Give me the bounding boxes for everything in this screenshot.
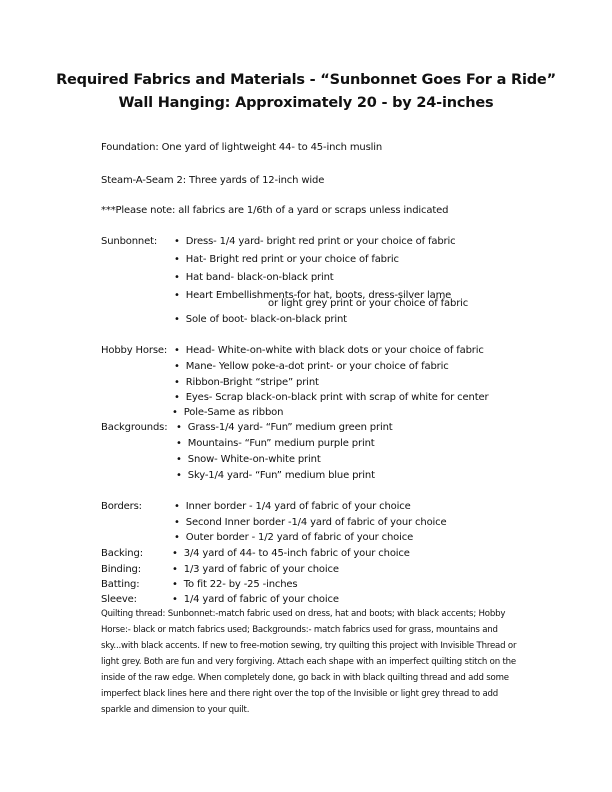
hobby-horse-item: • Ribbon-Bright “stripe” print bbox=[174, 377, 319, 388]
backgrounds-item: • Snow- White-on-white print bbox=[176, 454, 321, 465]
foundation-line: Foundation: One yard of lightweight 44- to 45-inch muslin bbox=[101, 142, 383, 153]
borders-item: • Second Inner border -1/4 yard of fabric of your choice bbox=[174, 517, 447, 528]
hobby-horse-label: Hobby Horse: bbox=[101, 345, 168, 356]
hobby-horse-item: • Eyes- Scrap black-on-black print with scrap of white for center bbox=[174, 392, 488, 403]
backgrounds-label: Backgrounds: bbox=[101, 422, 168, 433]
sunbonnet-label: Sunbonnet: bbox=[101, 236, 158, 247]
backing-item: • 3/4 yard of 44- to 45-inch fabric of your choice bbox=[172, 548, 410, 559]
backgrounds-item: • Sky-1/4 yard- “Fun” medium blue print bbox=[176, 470, 375, 481]
sunbonnet-item: • Dress- 1/4 yard- bright red print or your choice of fabric bbox=[174, 236, 456, 247]
batting-item: • To fit 22- by -25 -inches bbox=[172, 579, 298, 590]
backgrounds-item: • Grass-1/4 yard- “Fun” medium green print bbox=[176, 422, 393, 433]
binding-label: Binding: bbox=[101, 564, 141, 575]
binding-item: • 1/3 yard of fabric of your choice bbox=[172, 564, 339, 575]
sunbonnet-item: • Hat- Bright red print or your choice of fabric bbox=[174, 254, 399, 265]
quilting-thread-paragraph: Quilting thread: Sunbonnet:-match fabric used on dress, hat and boots; with black accents; Hobby Horse:- black or match fabrics used; Backgrounds:- match fabrics used for grass, mountains and sky...with black accents. If new to free-motion sewing, try quilting this project with Invisible Thread or light grey. Both are fun and very forgiving. Attach each shape with an imperfect quilting stitch on the inside of the raw edge. When completely done, go back in with black quilting thread and add some imperfect black lines here and there right over the top of the Invisible or light grey thread to add sparkle and dimension to your quilt. bbox=[101, 609, 517, 715]
hobby-horse-item: • Mane- Yellow poke-a-dot print- or your choice of fabric bbox=[174, 361, 449, 372]
sunbonnet-item-continuation: or light grey print or your choice of fabric bbox=[268, 298, 469, 309]
sunbonnet-item: • Sole of boot- black-on-black print bbox=[174, 314, 347, 325]
title-line-1: Required Fabrics and Materials - “Sunbonnet Goes For a Ride” bbox=[56, 72, 556, 88]
borders-item: • Outer border - 1/2 yard of fabric of your choice bbox=[174, 532, 413, 543]
hobby-horse-item: • Head- White-on-white with black dots or your choice of fabric bbox=[174, 345, 484, 356]
sleeve-label: Sleeve: bbox=[101, 594, 137, 605]
sunbonnet-item: • Heart Embellishments-for hat, boots, dress-silver lame bbox=[174, 290, 451, 301]
batting-label: Batting: bbox=[101, 579, 140, 590]
borders-label: Borders: bbox=[101, 501, 142, 512]
please-note-line: ***Please note: all fabrics are 1/6th of a yard or scraps unless indicated bbox=[101, 205, 449, 216]
title-line-2: Wall Hanging: Approximately 20 - by 24-inches bbox=[118, 95, 494, 111]
backing-label: Backing: bbox=[101, 548, 143, 559]
hobby-horse-item: • Pole-Same as ribbon bbox=[172, 407, 283, 418]
backgrounds-item: • Mountains- “Fun” medium purple print bbox=[176, 438, 375, 449]
sleeve-item: • 1/4 yard of fabric of your choice bbox=[172, 594, 339, 605]
steam-a-seam-line: Steam-A-Seam 2: Three yards of 12-inch wide bbox=[101, 175, 325, 186]
sunbonnet-item: • Hat band- black-on-black print bbox=[174, 272, 334, 283]
borders-item: • Inner border - 1/4 yard of fabric of your choice bbox=[174, 501, 411, 512]
